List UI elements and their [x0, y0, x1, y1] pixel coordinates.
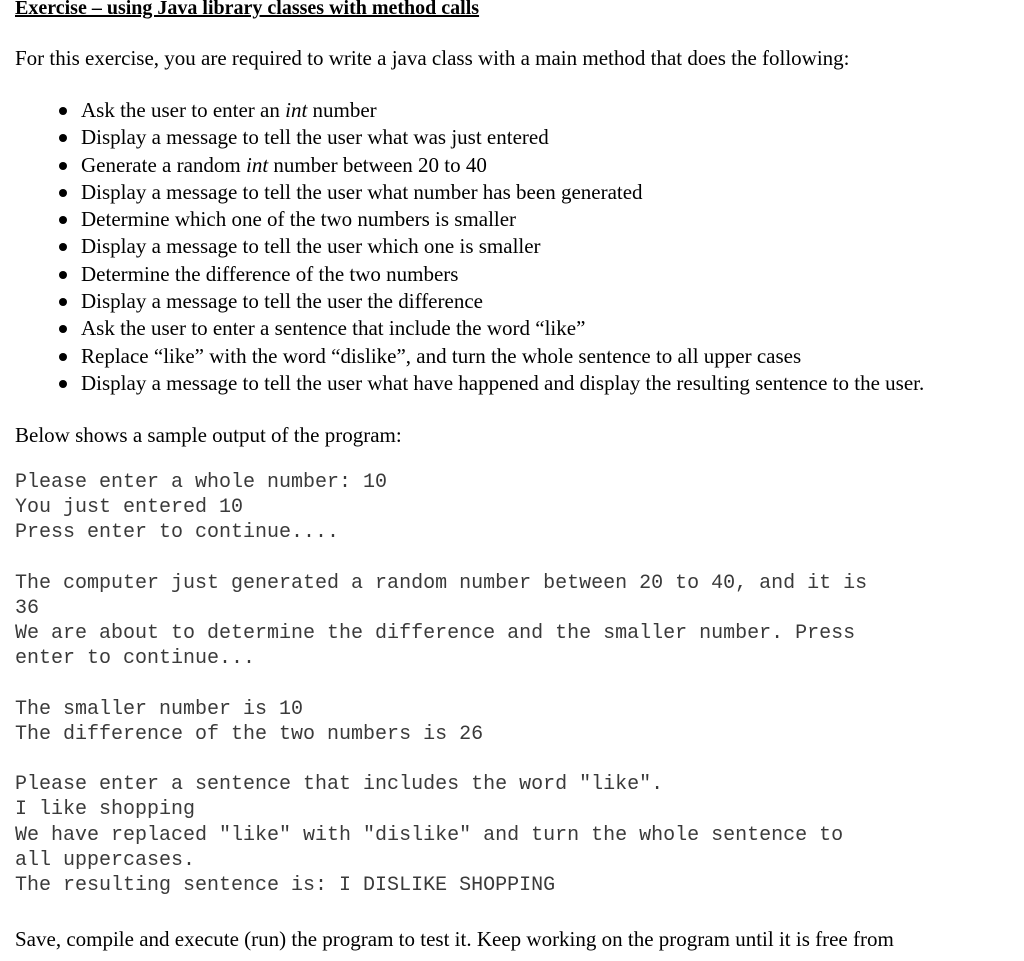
- requirement-item: [0, 233, 924, 260]
- requirement-text: Ask the user to enter an: [81, 98, 286, 122]
- requirement-item: [0, 97, 924, 124]
- requirement-text: Display a message to tell the user the difference: [81, 289, 483, 314]
- sample-output-heading: Below shows a sample output of the program:: [15, 423, 402, 447]
- bullet-icon: [59, 162, 67, 170]
- console-line: The resulting sentence is: I DISLIKE SHOPPING: [15, 874, 556, 897]
- footer-paragraph: Save, compile and execute (run) the program to test it. Keep working on the program until it is free from: [15, 927, 894, 951]
- requirement-text: Determine the difference of the two numbers: [81, 261, 459, 286]
- requirement-item: [0, 179, 924, 206]
- console-line: I like shopping: [15, 798, 196, 822]
- requirement-text: Display a message to tell the user what was just entered: [81, 125, 549, 150]
- console-blank-line: [15, 747, 867, 772]
- bullet-icon: [59, 325, 67, 333]
- bullet-icon: [59, 380, 67, 388]
- requirement-text: Ask the user to enter a sentence that include the word “like”: [81, 316, 586, 341]
- requirement-item: [0, 315, 924, 342]
- console-line: enter to continue...: [15, 647, 256, 671]
- requirement-emphasis: int: [246, 152, 269, 177]
- requirement-item: [0, 288, 924, 315]
- console-line: The computer just generated a random number between 20 to 40, and it is: [15, 571, 868, 595]
- requirement-item: [0, 206, 924, 233]
- requirement-item: [0, 124, 924, 151]
- console-blank-line: [15, 672, 867, 697]
- requirement-item: [0, 152, 924, 179]
- console-line: Please enter a sentence that includes the word "like".: [15, 773, 664, 797]
- requirement-text: Display a message to tell the user what number has been generated: [81, 179, 643, 204]
- requirement-item: [0, 261, 924, 288]
- requirement-text-end: number: [307, 98, 377, 122]
- sample-output-console: [15, 470, 867, 898]
- console-line: We are about to determine the difference and the smaller number. Press: [15, 622, 856, 646]
- requirement-text: Determine which one of the two numbers is smaller: [81, 207, 517, 232]
- requirements-list: [0, 97, 924, 397]
- requirement-emphasis: int: [285, 98, 308, 122]
- bullet-icon: [59, 216, 67, 224]
- console-line: The smaller number is 10: [15, 697, 304, 721]
- bullet-icon: [59, 243, 67, 251]
- console-line: 36: [15, 596, 40, 620]
- bullet-icon: [59, 353, 67, 361]
- console-line: You just entered 10: [15, 496, 244, 520]
- console-line: The difference of the two numbers is 26: [15, 722, 484, 746]
- bullet-icon: [59, 271, 67, 279]
- bullet-icon: [59, 189, 67, 197]
- requirement-text: Display a message to tell the user what have happened and display the resulting sentence to the user.: [81, 370, 925, 395]
- console-line: all uppercases.: [15, 848, 196, 872]
- bullet-icon: [59, 298, 67, 306]
- requirement-text: Replace “like” with the word “dislike”, and turn the whole sentence to all upper cases: [81, 343, 802, 368]
- requirement-text-end: number between 20 to 40: [268, 152, 487, 177]
- bullet-icon: [59, 107, 67, 115]
- requirement-item: [0, 370, 924, 397]
- intro-paragraph: For this exercise, you are required to write a java class with a main method that does the following:: [15, 46, 850, 70]
- console-line: Please enter a whole number: 10: [15, 471, 388, 494]
- requirement-item: [0, 343, 924, 370]
- exercise-title: Exercise – using Java library classes with method calls: [15, 0, 480, 19]
- console-line: We have replaced "like" with "dislike" and turn the whole sentence to: [15, 823, 844, 847]
- bullet-icon: [59, 134, 67, 142]
- requirement-text: Display a message to tell the user which one is smaller: [81, 234, 541, 259]
- console-blank-line: [15, 546, 867, 571]
- requirement-text: Generate a random: [81, 152, 246, 177]
- console-line: Press enter to continue....: [15, 521, 340, 545]
